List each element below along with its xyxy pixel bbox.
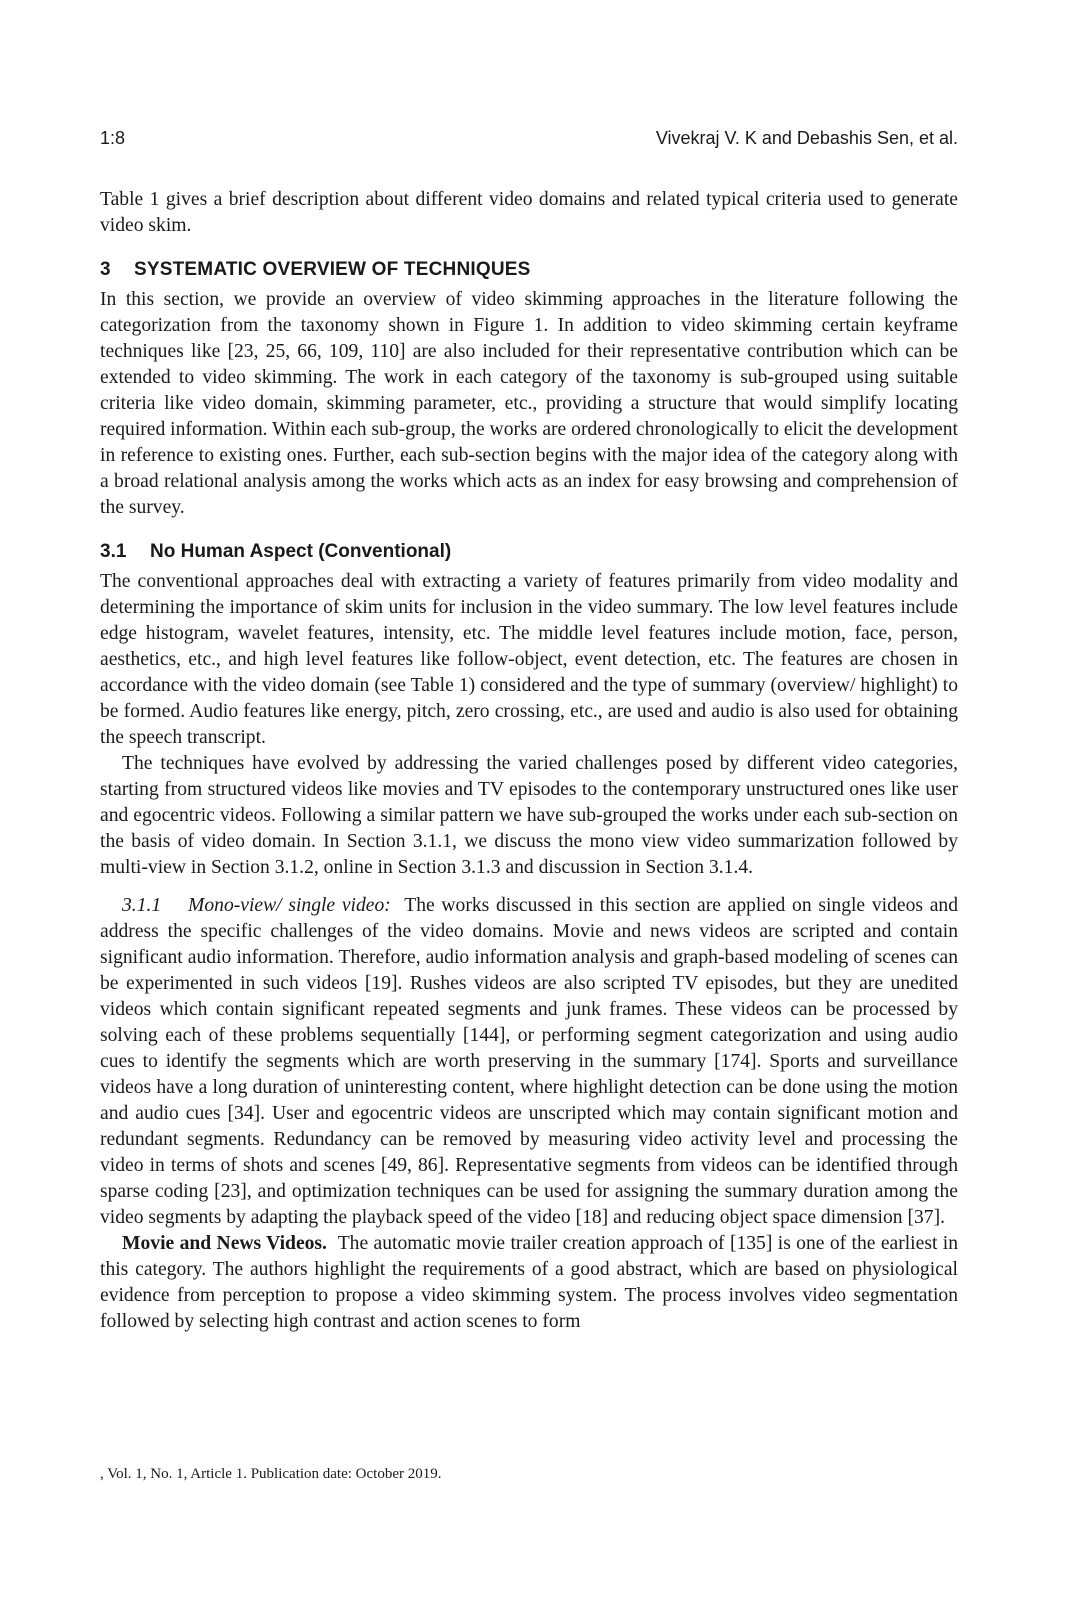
running-authors: Vivekraj V. K and Debashis Sen, et al. [655,128,958,148]
running-head [100,128,958,152]
section-3-1-paragraph-2: The techniques have evolved by addressing the varied challenges posed by different video categories, starting from structured videos like movies and TV episodes to the contemporary unstructured ones like user and egocentric videos. Following a similar pattern we have sub-grouped the works under each sub-section on the basis of video domain. In Section 3.1.1, we discuss the mono view video summarization followed by multi-view in Section 3.1.2, online in Section 3.1.3 and discussion in Section 3.1.4. [100,753,958,878]
section-heading-3 [100,257,958,283]
section-3-1-1-paragraph [100,893,958,1231]
movie-news-paragraph [100,1231,958,1335]
subsubsection-title: Mono-view/ single video: [188,895,391,916]
section-3-paragraph: In this section, we provide an overview of video skimming approaches in the literature following the categorization from the taxonomy shown in Figure 1. In addition to video skimming certain keyframe techniques like [23, 25, 66, 109, 110] are also included for their representative contribution which can be extended to video skimming. The work in each category of the taxonomy is sub-grouped using suitable criteria like video domain, skimming parameter, etc., providing a structure that would simplify locating required information. Within each sub-group, the works are ordered chronologically to elicit the development in reference to existing ones. Further, each sub-section begins with the major idea of the category along with a broad relational analysis among the works which acts as an index for easy browsing and comprehension of the survey. [100,289,958,518]
page-body [100,187,958,1335]
subsubsection-number: 3.1.1 [122,895,162,916]
section-heading-3-1 [100,539,958,565]
subsection-number: 3.1 [100,541,127,562]
subsection-title: No Human Aspect (Conventional) [150,541,452,562]
section-title: SYSTEMATIC OVERVIEW OF TECHNIQUES [134,259,531,280]
paragraph-heading: Movie and News Videos. [122,1233,327,1254]
intro-paragraph: Table 1 gives a brief description about different video domains and related typical criteria used to generate video skim. [100,189,958,236]
page-number: 1:8 [100,128,126,148]
section-number: 3 [100,259,111,280]
paragraph-text: The automatic movie trailer creation approach of [135] is one of the earliest in this category. The authors highlight the requirements of a good abstract, which are based on physiological evidence from perception to propose a video skimming system. The process involves video segmentation followed by selecting high contrast and action scenes to form [100,1233,959,1332]
page-footer: , Vol. 1, No. 1, Article 1. Publication date: October 2019. [100,1466,442,1482]
section-3-1-paragraph-1: The conventional approaches deal with extracting a variety of features primarily from video modality and determining the importance of skim units for inclusion in the video summary. The low level features include edge histogram, wavelet features, intensity, etc. The middle level features include motion, face, person, aesthetics, etc., and high level features like follow-object, event detection, etc. The features are chosen in accordance with the video domain (see Table 1) considered and the type of summary (overview/ highlight) to be formed. Audio features like energy, pitch, zero crossing, etc., are used and audio is also used for obtaining the speech transcript. [100,571,958,748]
subsubsection-text: The works discussed in this section are applied on single videos and address the specific challenges of the video domains. Movie and news videos are scripted and contain significant audio information. Therefore, audio information analysis and graph-based modeling of scenes can be experimented in such videos [19]. Rushes videos are also scripted TV episodes, but they are unedited videos which contain significant repeated segments and junk frames. These videos can be processed by solving each of these problems sequentially [144], or performing segment categorization and using audio cues to identify the segments which are worth preserving in the summary [174]. Sports and surveillance videos have a long duration of uninteresting content, where highlight detection can be done using the motion and audio cues [34]. User and egocentric videos are unscripted which may contain significant motion and redundant segments. Redundancy can be removed by measuring video activity level and processing the video in terms of shots and scenes [49, 86]. Representative segments from videos can be identified through sparse coding [23], and optimization techniques can be used for assigning the summary duration among the video segments by adapting the playback speed of the video [18] and reducing object space dimension [37]. [100,895,958,1228]
